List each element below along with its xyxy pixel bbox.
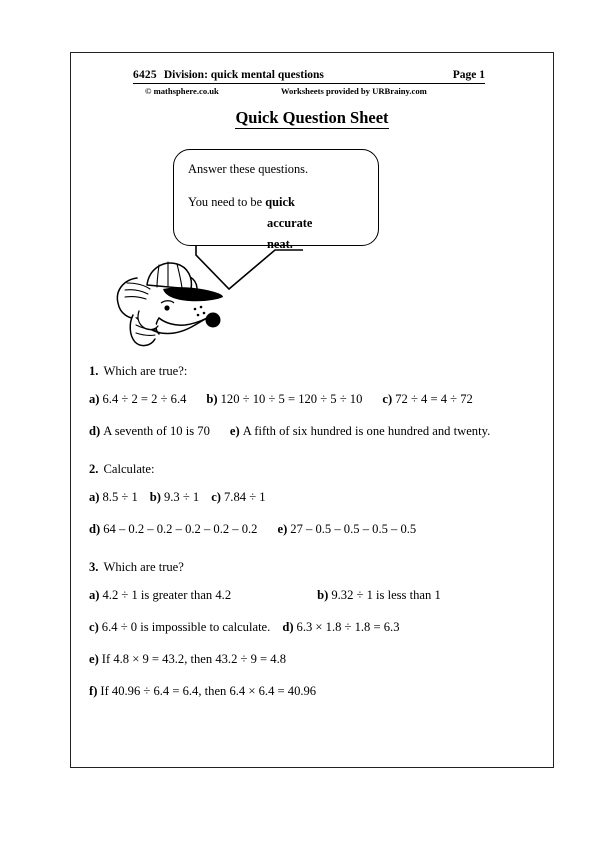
- question-3-prompt: Which are true?: [103, 560, 184, 574]
- page-number: Page 1: [452, 69, 485, 81]
- part-label-1a: a): [89, 392, 100, 406]
- question-group-1: [89, 363, 541, 439]
- worksheet-code: 6425: [133, 69, 157, 81]
- speech-bubble: [173, 149, 379, 251]
- part-label-2a: a): [89, 490, 100, 504]
- part-label-3e: e): [89, 652, 99, 666]
- part-label-3c: c): [89, 620, 99, 634]
- sheet-title: [71, 108, 553, 128]
- question-1-row-2: [89, 423, 541, 439]
- question-2-prompt: Calculate:: [103, 462, 155, 476]
- part-text-3d: 6.3 × 1.8 ÷ 1.8 = 6.3: [296, 620, 400, 634]
- part-text-1c: 72 ÷ 4 = 4 ÷ 72: [395, 392, 473, 406]
- part-label-3b: b): [317, 588, 329, 602]
- part-text-1d: A seventh of 10 is 70: [103, 424, 210, 438]
- page-header: [133, 69, 485, 97]
- question-group-3: [89, 559, 541, 699]
- question-2-row-1: [89, 489, 541, 505]
- part-text-2a: 8.5 ÷ 1: [102, 490, 138, 504]
- questions-area: [89, 363, 541, 715]
- question-1-row-1: [89, 391, 541, 407]
- part-text-1a: 6.4 ÷ 2 = 2 ÷ 6.4: [102, 392, 187, 406]
- part-label-3a: a): [89, 588, 100, 602]
- question-2-heading: [89, 461, 541, 477]
- question-3-number: 3.: [89, 560, 99, 574]
- whisker-dot-2: [200, 306, 203, 309]
- question-3-heading: [89, 559, 541, 575]
- mouse-nose: [206, 313, 221, 328]
- part-label-1b: b): [206, 392, 218, 406]
- part-text-3a: 4.2 ÷ 1 is greater than 4.2: [102, 588, 232, 602]
- part-text-2c: 7.84 ÷ 1: [224, 490, 266, 504]
- speech-bubble-text: [188, 159, 312, 255]
- part-text-3f: If 40.96 ÷ 6.4 = 6.4, then 6.4 × 6.4 = 40.96: [100, 684, 317, 698]
- bubble-line-2-prefix: You need to be: [188, 195, 266, 209]
- question-3-row-3: [89, 651, 541, 667]
- question-1-prompt: Which are true?:: [103, 364, 188, 378]
- whisker-dot-3: [197, 314, 200, 317]
- mouse-eye: [164, 305, 169, 310]
- part-label-2d: d): [89, 522, 101, 536]
- sheet-title-text: Quick Question Sheet: [235, 108, 389, 127]
- copyright-notice: © mathsphere.co.uk: [145, 85, 219, 96]
- part-label-1c: c): [382, 392, 393, 406]
- bubble-line-1: Answer these questions.: [188, 162, 309, 176]
- bubble-line-3: accurate: [267, 216, 313, 230]
- question-2-number: 2.: [89, 462, 99, 476]
- question-3-row-2: [89, 619, 541, 635]
- question-2-row-2: [89, 521, 541, 537]
- part-text-1e: A fifth of six hundred is one hundred and twenty.: [242, 424, 491, 438]
- part-label-2e: e): [277, 522, 288, 536]
- part-text-2e: 27 – 0.5 – 0.5 – 0.5 – 0.5: [290, 522, 417, 536]
- part-label-2c: c): [211, 490, 221, 504]
- part-label-1d: d): [89, 424, 101, 438]
- question-1-heading: [89, 363, 541, 379]
- whisker-dot-4: [203, 312, 206, 315]
- bubble-line-2: [188, 192, 312, 213]
- part-text-2d: 64 – 0.2 – 0.2 – 0.2 – 0.2 – 0.2: [103, 522, 258, 536]
- worksheet-page: [70, 52, 554, 768]
- question-3-row-1: [89, 587, 541, 603]
- bubble-line-2-emphasis: quick: [265, 195, 295, 209]
- part-text-2b: 9.3 ÷ 1: [163, 490, 200, 504]
- worksheet-topic-title: Division: quick mental questions: [163, 69, 324, 81]
- provider-notice: Worksheets provided by URBrainy.com: [280, 85, 427, 96]
- question-1-number: 1.: [89, 364, 99, 378]
- part-text-3b: 9.32 ÷ 1 is less than 1: [331, 588, 441, 602]
- part-label-3f: f): [89, 684, 98, 698]
- whisker-dot-1: [194, 308, 197, 311]
- part-text-1b: 120 ÷ 10 ÷ 5 = 120 ÷ 5 ÷ 10: [220, 392, 363, 406]
- question-group-2: [89, 461, 541, 537]
- part-label-2b: b): [149, 490, 161, 504]
- part-text-3c: 6.4 ÷ 0 is impossible to calculate.: [101, 620, 271, 634]
- header-credits-row: [133, 86, 485, 97]
- bubble-line-4: neat.: [267, 237, 293, 251]
- part-label-3d: d): [282, 620, 294, 634]
- header-title-row: [133, 69, 485, 84]
- part-text-3e: If 4.8 × 9 = 43.2, then 43.2 ÷ 9 = 4.8: [101, 652, 287, 666]
- part-label-1e: e): [229, 424, 240, 438]
- question-3-row-4: [89, 683, 541, 699]
